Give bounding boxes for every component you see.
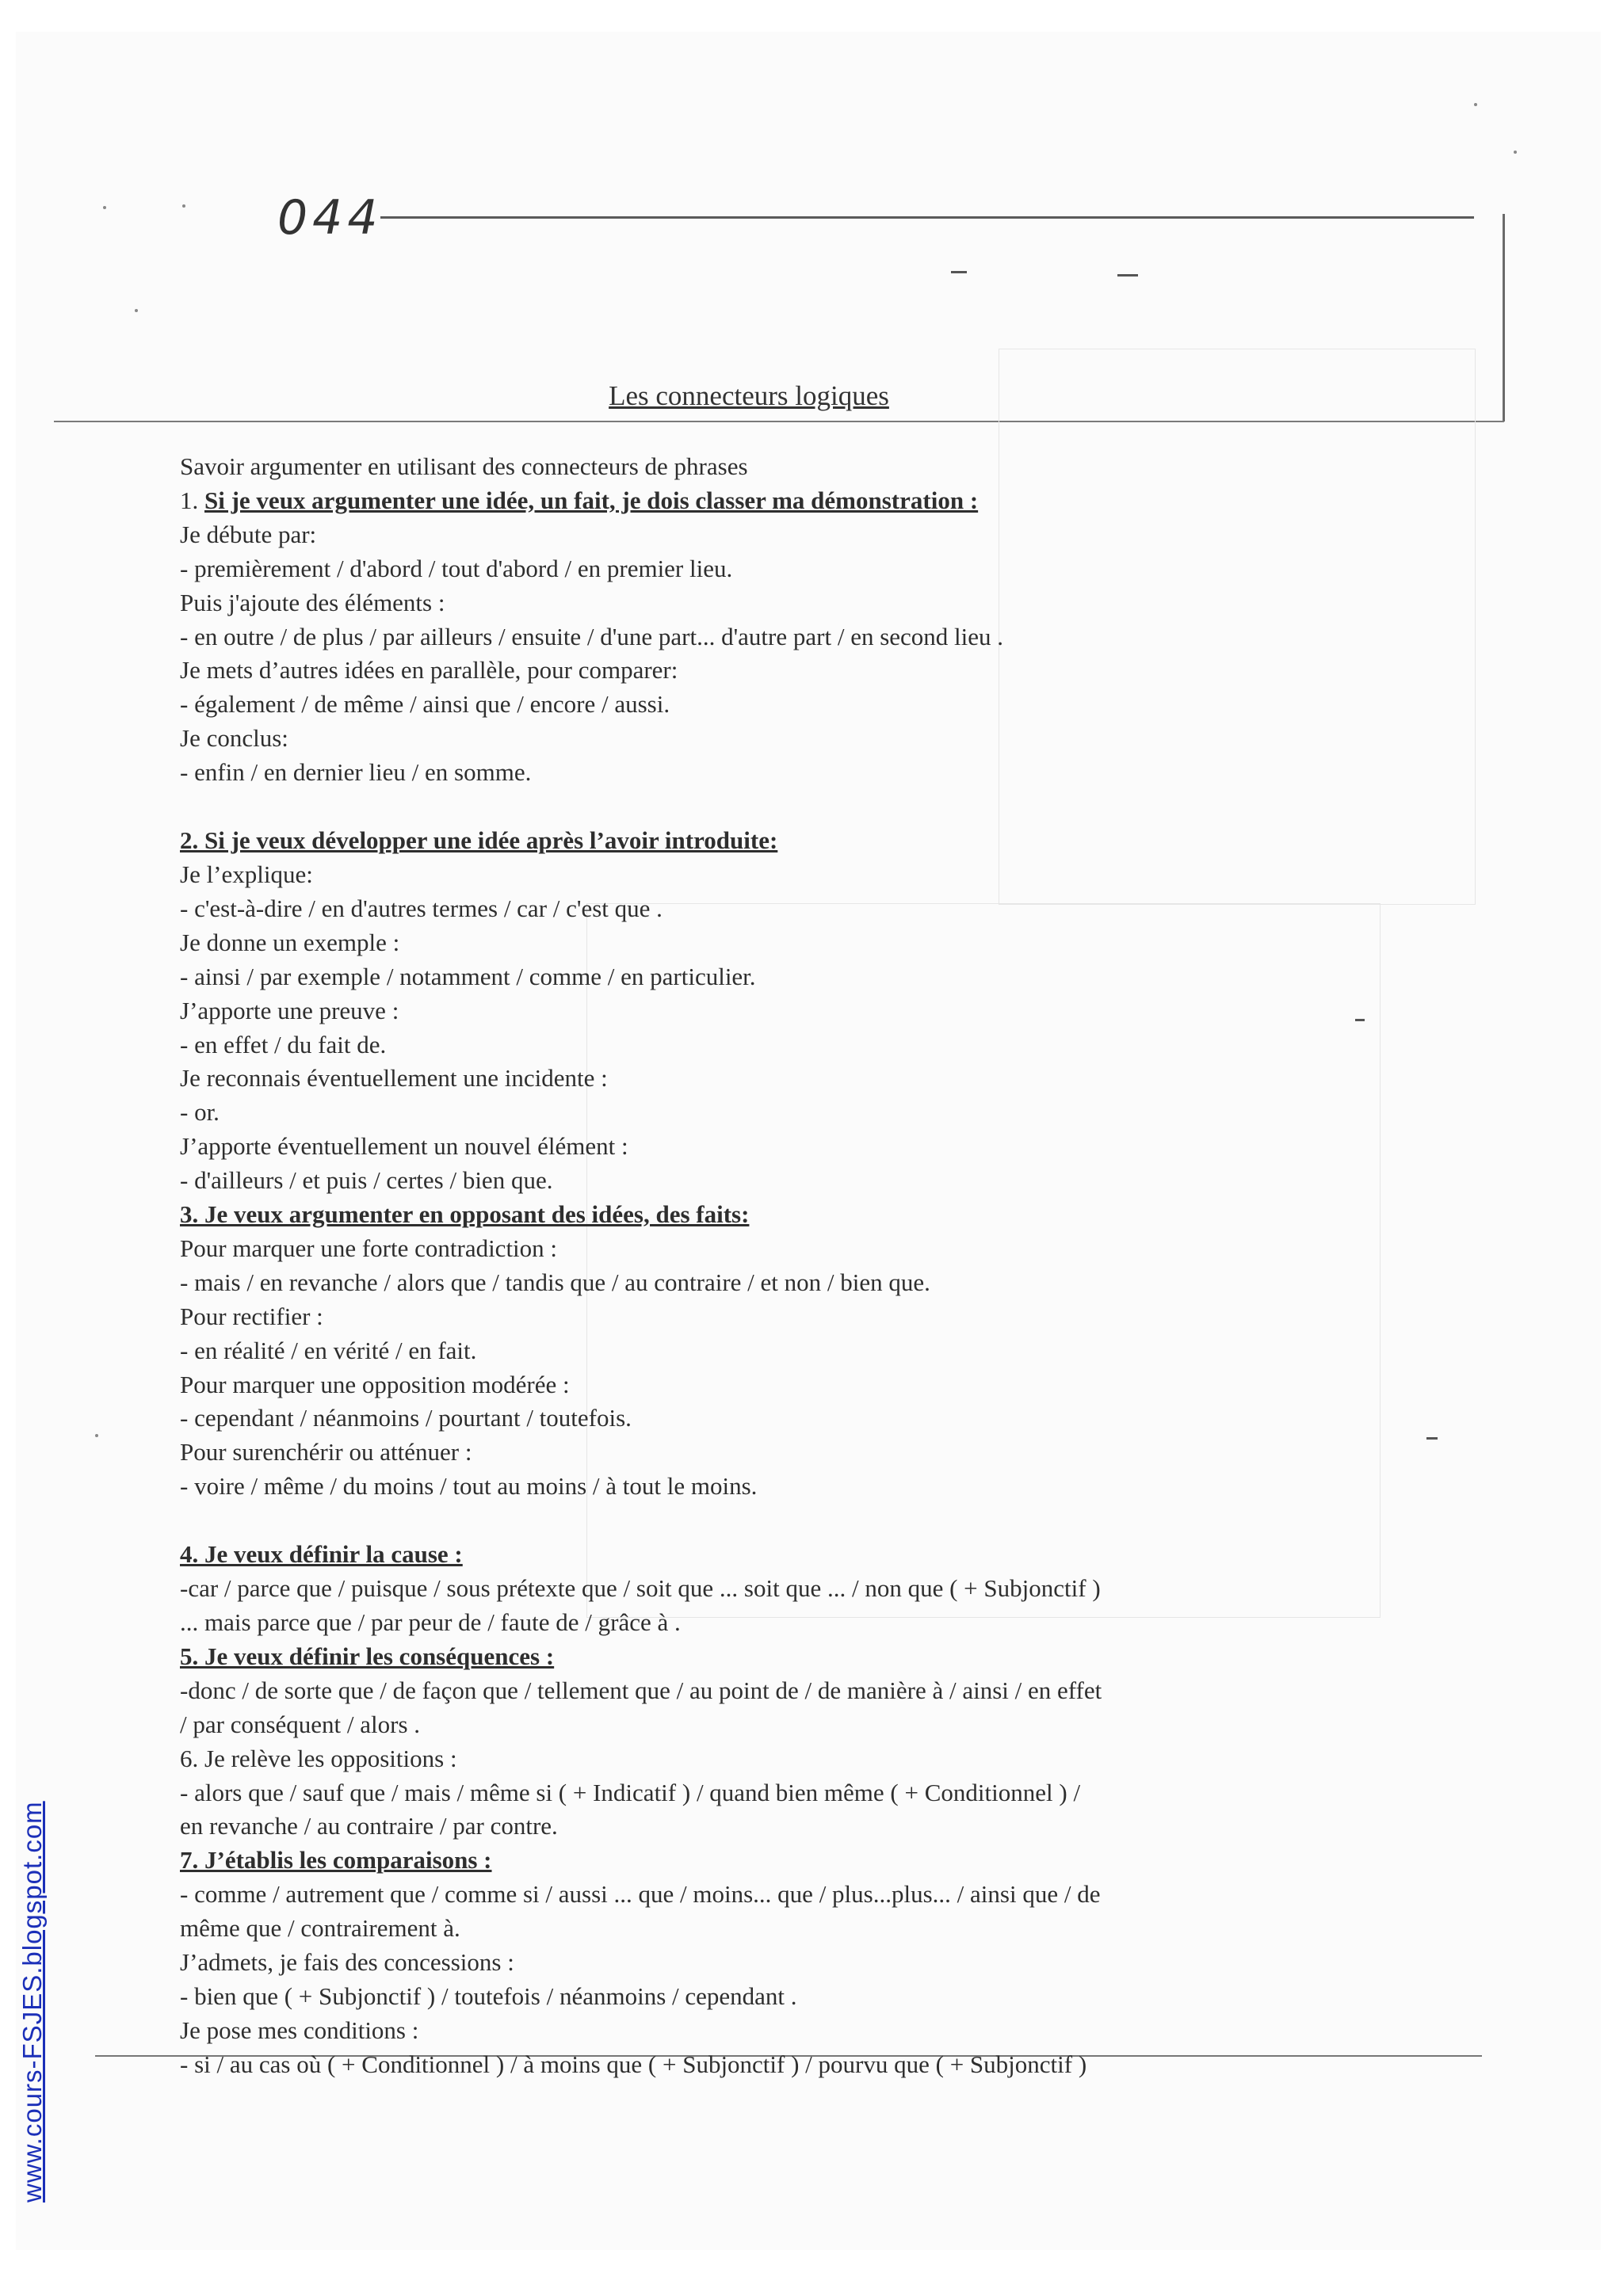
handwritten-note: 044 (277, 190, 383, 246)
text-line: - premièrement / d'abord / tout d'abord / en premier lieu. (180, 554, 733, 582)
text-line: Je reconnais éventuellement une incidente : (180, 1064, 608, 1093)
text-line: ... mais parce que / par peur de / faute de / grâce à . (180, 1608, 681, 1636)
scan-dash (1117, 274, 1138, 277)
text-line: - également / de même / ainsi que / encore / aussi. (180, 690, 670, 719)
text-line: - comme / autrement que / comme si / aussi ... que / moins... que / plus...plus... / ainsi que / de (180, 1880, 1101, 1909)
text-line: - ainsi / par exemple / notamment / comme / en particulier. (180, 962, 756, 990)
section-1-heading: 1. Si je veux argumenter une idée, un fait, je dois classer ma démonstration : (180, 486, 979, 514)
text-line: - en effet / du fait de. (180, 1030, 387, 1058)
document-body (180, 450, 1345, 2082)
scan-speck (135, 309, 138, 312)
watermark-link[interactable]: www.cours-FSJES.blogspot.com (17, 1801, 47, 2203)
scan-speck (103, 206, 106, 209)
scan-line-right (1503, 214, 1505, 421)
scan-dash (1426, 1437, 1438, 1440)
scan-dash (951, 271, 967, 273)
text-line: - d'ailleurs / et puis / certes / bien que. (180, 1166, 553, 1195)
section-2-heading: 2. Si je veux développer une idée après l’avoir introduite: (180, 826, 778, 855)
text-line: - enfin / en dernier lieu / en somme. (180, 758, 532, 787)
intro-text: Savoir argumenter en utilisant des connecteurs de phrases (180, 452, 748, 480)
text-line: Je mets d’autres idées en parallèle, pour comparer: (180, 656, 678, 685)
text-line: Je donne un exemple : (180, 928, 400, 956)
text-line: - alors que / sauf que / mais / même si ( + Indicatif ) / quand bien même ( + Conditionnel ) / (180, 1778, 1081, 1806)
scan-speck (1474, 103, 1477, 106)
section-6-heading: 6. Je relève les oppositions : (180, 1744, 457, 1772)
text-line: J’apporte éventuellement un nouvel élément : (180, 1132, 628, 1161)
text-line: - en réalité / en vérité / en fait. (180, 1336, 477, 1364)
scan-speck (182, 204, 185, 208)
scan-line-top (380, 216, 1474, 219)
section-4-heading: 4. Je veux définir la cause : (180, 1540, 463, 1569)
text-line: - en outre / de plus / par ailleurs / ensuite / d'une part... d'autre part / en second lieu . (180, 622, 1004, 650)
section-7-heading: 7. J’établis les comparaisons : (180, 1846, 492, 1875)
text-line: Puis j'ajoute des éléments : (180, 588, 445, 616)
text-line: J’apporte une preuve : (180, 996, 399, 1024)
text-line: - voire / même / du moins / tout au moins / à tout le moins. (180, 1472, 758, 1501)
text-line: Je l’explique: (180, 860, 313, 888)
text-line: -donc / de sorte que / de façon que / tellement que / au point de / de manière à / ainsi / en effet (180, 1676, 1102, 1704)
spacer (180, 1504, 1345, 1538)
spacer (180, 790, 1345, 824)
text-line: en revanche / au contraire / par contre. (180, 1812, 558, 1840)
page-title: Les connecteurs logiques (609, 380, 889, 411)
text-line: Pour surenchérir ou atténuer : (180, 1438, 472, 1466)
text-line: Je pose mes conditions : (180, 2016, 419, 2044)
text-line: - or. (180, 1098, 220, 1127)
text-line: Je conclus: (180, 724, 288, 753)
scan-speck (1514, 151, 1517, 154)
text-line: même que / contrairement à. (180, 1914, 460, 1943)
text-line: Pour rectifier : (180, 1302, 323, 1330)
text-line: Pour marquer une forte contradiction : (180, 1234, 558, 1262)
text-line: J’admets, je fais des concessions : (180, 1948, 514, 1977)
text-line: - c'est-à-dire / en d'autres termes / car / c'est que . (180, 894, 663, 922)
text-line: Pour marquer une opposition modérée : (180, 1370, 570, 1398)
text-line: - si / au cas où ( + Conditionnel ) / à moins que ( + Subjonctif ) / pourvu que ( + Subjonctif ) (180, 2050, 1087, 2078)
section-5-heading: 5. Je veux définir les conséquences : (180, 1642, 555, 1670)
section-3-heading: 3. Je veux argumenter en opposant des idées, des faits: (180, 1200, 750, 1229)
text-line: -car / parce que / puisque / sous prétexte que / soit que ... soit que ... / non que ( + Subjonctif ) (180, 1574, 1101, 1603)
text-line: - mais / en revanche / alors que / tandis que / au contraire / et non / bien que. (180, 1268, 930, 1296)
scan-speck (95, 1434, 98, 1437)
text-line: - bien que ( + Subjonctif ) / toutefois / néanmoins / cependant . (180, 1981, 797, 2010)
scan-dash (1355, 1019, 1365, 1021)
text-line: / par conséquent / alors . (180, 1710, 421, 1738)
text-line: Je débute par: (180, 520, 317, 548)
text-line: - cependant / néanmoins / pourtant / toutefois. (180, 1404, 632, 1432)
